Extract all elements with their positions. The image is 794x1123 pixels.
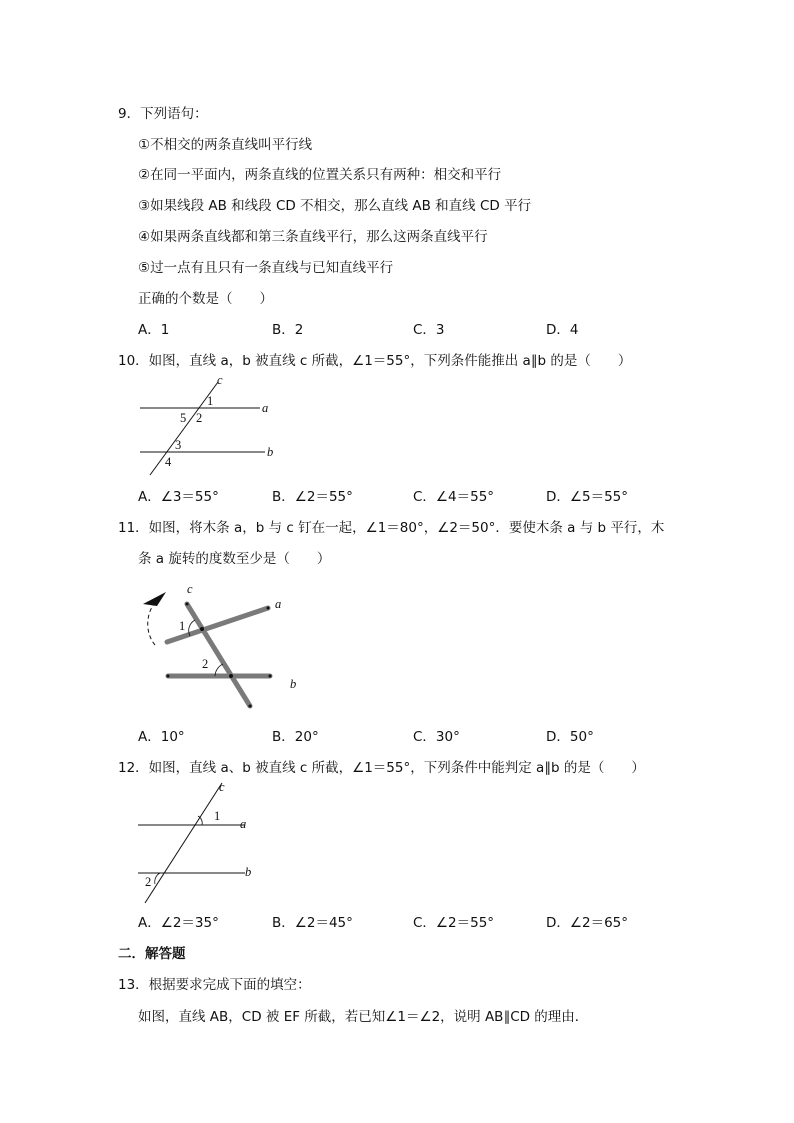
q11-rotation-path bbox=[148, 600, 157, 645]
q9-statement-3: ③如果线段 AB 和线段 CD 不相交，那么直线 AB 和直线 CD 平行 bbox=[138, 198, 532, 214]
q10-option-c: C．∠4＝55° bbox=[413, 489, 495, 505]
q10-option-a: A．∠3＝55° bbox=[138, 489, 219, 505]
q9-statement-1: ①不相交的两条直线叫平行线 bbox=[138, 137, 313, 153]
q11-option-c: C．30° bbox=[413, 729, 460, 745]
q10-angle-3: 3 bbox=[175, 438, 182, 452]
q11-angle-2: 2 bbox=[202, 657, 209, 671]
q9-option-b: B．2 bbox=[272, 322, 304, 338]
q11-nail-1 bbox=[200, 627, 204, 631]
q12-option-b: B．∠2＝45° bbox=[272, 915, 353, 931]
q9-option-a: A．1 bbox=[138, 322, 170, 338]
q12-label-b: b bbox=[245, 865, 252, 879]
q12-option-c: C．∠2＝55° bbox=[413, 915, 495, 931]
q11-stem-line2: 条 a 旋转的度数至少是（ ） bbox=[138, 551, 331, 567]
q10-angle-5: 5 bbox=[180, 411, 187, 425]
q11-label-b: b bbox=[290, 677, 297, 691]
q10-option-b: B．∠2＝55° bbox=[272, 489, 353, 505]
q9-statement-5: ⑤过一点有且只有一条直线与已知直线平行 bbox=[138, 260, 394, 276]
q10-label-c: c bbox=[217, 373, 223, 387]
q10-figure bbox=[130, 370, 290, 480]
q12-angle-2: 2 bbox=[145, 875, 152, 889]
q12-figure bbox=[130, 778, 270, 908]
q11-label-c: c bbox=[187, 582, 193, 596]
q9-ask: 正确的个数是（ ） bbox=[138, 291, 273, 307]
q13-stem: 13．根据要求完成下面的填空： bbox=[118, 977, 311, 993]
q11-figure bbox=[135, 578, 325, 718]
q9-stem: 9．下列语句： bbox=[118, 106, 208, 122]
q9-option-c: C．3 bbox=[413, 322, 445, 338]
q12-line-c bbox=[145, 783, 222, 903]
q12-label-c: c bbox=[219, 780, 225, 794]
q12-label-a: a bbox=[240, 817, 247, 831]
q12-stem: 12．如图，直线 a、b 被直线 c 所截，∠1＝55°，下列条件中能判定 a∥b 的是（ ） bbox=[118, 760, 645, 776]
q10-label-b: b bbox=[267, 445, 274, 459]
q10-angle-1: 1 bbox=[207, 394, 214, 408]
q13-body: 如图，直线 AB，CD 被 EF 所截，若已知∠1＝∠2，说明 AB∥CD 的理由． bbox=[138, 1009, 589, 1025]
q9-statement-2: ②在同一平面内，两条直线的位置关系只有两种：相交和平行 bbox=[138, 167, 502, 183]
q9-statement-4: ④如果两条直线都和第三条直线平行，那么这两条直线平行 bbox=[138, 229, 488, 245]
q10-angle-2: 2 bbox=[196, 411, 203, 425]
q12-option-d: D．∠2＝65° bbox=[546, 915, 629, 931]
q10-option-d: D．∠5＝55° bbox=[546, 489, 629, 505]
q11-option-b: B．20° bbox=[272, 729, 319, 745]
q11-option-a: A．10° bbox=[138, 729, 185, 745]
q11-label-a: a bbox=[275, 597, 282, 611]
q11-option-d: D．50° bbox=[546, 729, 594, 745]
q12-option-a: A．∠2＝35° bbox=[138, 915, 219, 931]
q11-nail-2 bbox=[229, 674, 233, 678]
q9-option-d: D．4 bbox=[546, 322, 579, 338]
q10-stem: 10．如图，直线 a，b 被直线 c 所截，∠1＝55°，下列条件能推出 a∥b 的是（ ） bbox=[118, 353, 632, 369]
q10-label-a: a bbox=[262, 401, 269, 415]
q12-arc-1 bbox=[198, 816, 202, 825]
section-title: 二．解答题 bbox=[118, 946, 186, 962]
q12-angle-1: 1 bbox=[214, 809, 221, 823]
q10-angle-4: 4 bbox=[165, 455, 172, 469]
q11-stem-line1: 11．如图，将木条 a，b 与 c 钉在一起，∠1＝80°，∠2＝50°．要使木条 a 与 b 平行，木 bbox=[118, 520, 665, 536]
q12-arc-2 bbox=[155, 873, 160, 884]
q11-rotation-arrow-icon bbox=[143, 592, 166, 606]
q11-angle-1: 1 bbox=[179, 619, 186, 633]
